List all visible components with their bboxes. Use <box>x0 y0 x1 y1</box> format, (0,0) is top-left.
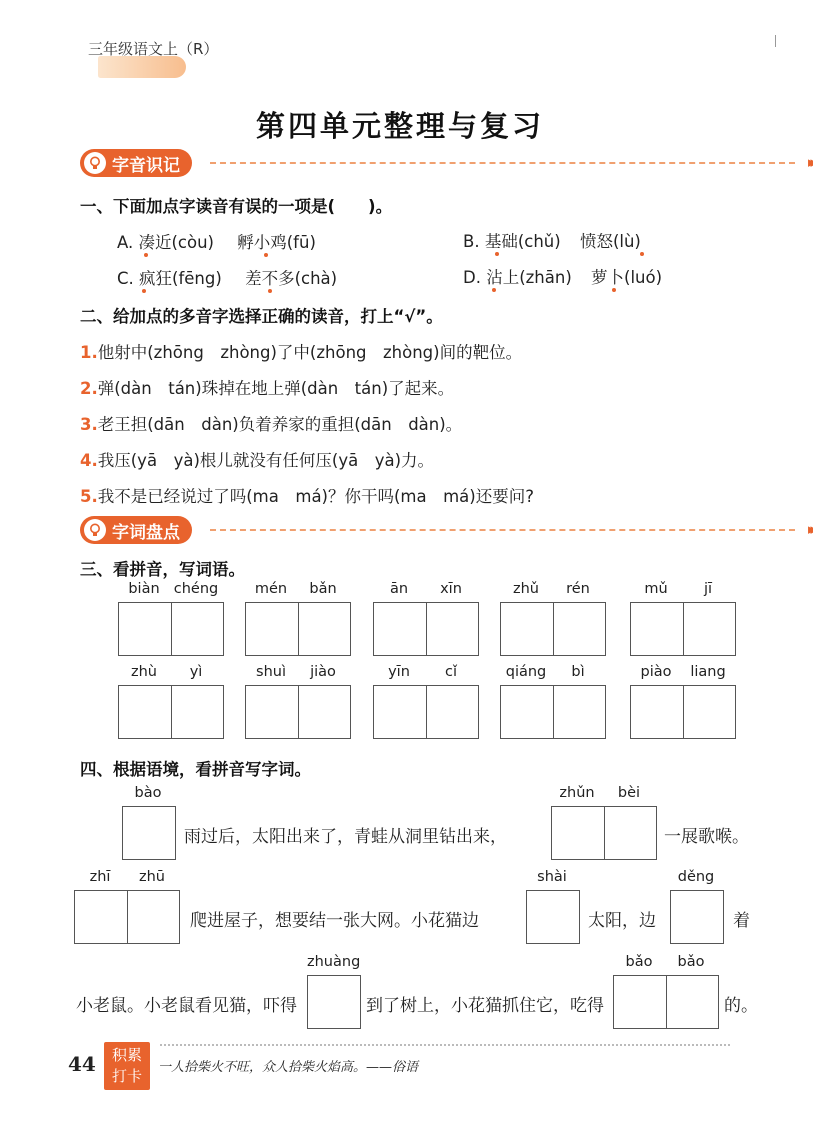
context-text: 到了树上，小花猫抓住它，吃得 <box>366 996 604 1016</box>
emphasis-dot <box>264 253 268 257</box>
context-text: 爬进屋子，想要结一张大网。小花猫边 <box>190 911 479 931</box>
option-item: 基础(chǔ) <box>484 232 561 251</box>
option-item: 沾上(zhān) <box>486 268 572 287</box>
option-letter: C. <box>117 269 134 288</box>
pinyin-label: ān <box>389 581 409 597</box>
option-letter: A. <box>117 233 134 252</box>
emphasis-dot <box>640 252 644 256</box>
item-number: 4. <box>80 451 98 470</box>
book-label: 三年级语文上（R） <box>88 40 219 58</box>
tag-line: 打卡 <box>111 1067 142 1085</box>
pinyin-label: bǎo <box>677 954 705 970</box>
option-letter: D. <box>463 268 481 287</box>
section-badge <box>80 516 192 544</box>
pinyin-label: bǎo <box>625 954 653 970</box>
context-text: 一展歌喉。 <box>664 827 749 847</box>
item-text: 他射中(zhōng zhòng)了中(zhōng zhòng)间的靶位。 <box>97 343 523 362</box>
answer-box[interactable] <box>245 685 351 739</box>
answer-box[interactable] <box>118 685 224 739</box>
option-letter: B. <box>463 232 480 251</box>
option-c[interactable] <box>117 265 337 289</box>
answer-box[interactable] <box>500 685 606 739</box>
footer-tag <box>104 1042 150 1090</box>
answer-box[interactable] <box>74 890 180 944</box>
emphasis-dot <box>142 289 146 293</box>
answer-box[interactable] <box>630 685 736 739</box>
section-header-pronunciation <box>80 148 813 178</box>
pinyin-label: jiào <box>310 664 336 680</box>
question-1-stem: 一、下面加点字读音有误的一项是( )。 <box>80 197 393 216</box>
pinyin-label: bǎn <box>309 581 337 597</box>
question-3-stem: 三、看拼音，写词语。 <box>80 560 245 579</box>
emphasis-dot <box>612 288 616 292</box>
answer-box[interactable] <box>670 890 724 944</box>
item-number: 3. <box>80 415 98 434</box>
section-header-vocabulary <box>80 515 813 545</box>
item-text: 弹(dàn tán)珠掉在地上弹(dàn tán)了起来。 <box>97 379 455 398</box>
option-item: 疯狂(fēng) <box>139 269 222 288</box>
emphasis-dot <box>492 288 496 292</box>
header-decoration <box>98 56 186 78</box>
pinyin-label: zhū <box>139 869 165 885</box>
answer-box[interactable] <box>307 975 361 1029</box>
emphasis-dot <box>495 252 499 256</box>
answer-box[interactable] <box>245 602 351 656</box>
emphasis-dot <box>144 253 148 257</box>
pinyin-label: jī <box>703 581 713 597</box>
pinyin-label: mén <box>254 581 288 597</box>
option-d[interactable] <box>463 264 662 288</box>
pinyin-label: zhù <box>131 664 157 680</box>
answer-box[interactable] <box>551 806 657 860</box>
answer-box[interactable] <box>122 806 176 860</box>
q2-item-1 <box>80 339 522 363</box>
answer-box[interactable] <box>118 602 224 656</box>
answer-box[interactable] <box>630 602 736 656</box>
context-text: 小老鼠。小老鼠看见猫，吓得 <box>76 996 297 1016</box>
pinyin-label: děng <box>677 869 715 885</box>
page-number: 44 <box>68 1052 96 1076</box>
option-item: 孵小鸡(fū) <box>237 233 316 252</box>
q2-item-3 <box>80 411 462 435</box>
page-edge-mark <box>775 35 776 47</box>
section-label: 字词盘点 <box>112 522 180 543</box>
answer-box[interactable] <box>613 975 719 1029</box>
context-text: 太阳，边 <box>588 911 656 931</box>
q2-item-2 <box>80 375 454 399</box>
option-b[interactable] <box>463 228 641 252</box>
pinyin-label: bì <box>571 664 585 680</box>
pinyin-label: zhǔn <box>559 785 595 801</box>
item-text: 我压(yā yà)根儿就没有任何压(yā yà)力。 <box>97 451 435 470</box>
divider <box>210 162 795 164</box>
pinyin-label: bèi <box>617 785 641 801</box>
lightbulb-icon <box>84 152 106 174</box>
pinyin-label: cǐ <box>444 664 457 680</box>
option-a[interactable] <box>117 229 316 253</box>
option-item: 凑近(còu) <box>138 233 214 252</box>
pinyin-label: zhī <box>89 869 111 885</box>
pinyin-label: qiáng <box>505 664 547 680</box>
item-number: 5. <box>80 487 98 506</box>
pinyin-label: xīn <box>440 581 462 597</box>
context-text: 着 <box>733 911 750 931</box>
pinyin-label: yì <box>189 664 203 680</box>
pinyin-label: shuì <box>256 664 286 680</box>
pinyin-label: rén <box>566 581 590 597</box>
option-item: 萝卜(luó) <box>591 268 663 287</box>
q2-item-4 <box>80 447 434 471</box>
question-2-stem: 二、给加点的多音字选择正确的读音，打上“√”。 <box>80 307 443 326</box>
tag-line: 积累 <box>111 1046 142 1064</box>
pinyin-label: biàn <box>128 581 160 597</box>
section-badge <box>80 149 192 177</box>
page-title: 第四单元整理与复习 <box>255 109 544 143</box>
answer-box[interactable] <box>500 602 606 656</box>
pinyin-label: yīn <box>388 664 410 680</box>
lightbulb-icon <box>84 519 106 541</box>
emphasis-dot <box>268 289 272 293</box>
item-number: 2. <box>80 379 98 398</box>
pinyin-label: mǔ <box>644 581 668 597</box>
context-text: 雨过后，太阳出来了，青蛙从洞里钻出来， <box>184 827 507 847</box>
context-text: 的。 <box>724 996 758 1016</box>
option-item: 愤怒(lù) <box>579 232 641 251</box>
pinyin-label: zhuàng <box>307 954 361 970</box>
item-text: 我不是已经说过了吗(ma má)？你干吗(ma má)还要问? <box>97 487 534 506</box>
item-text: 老王担(dān dàn)负着养家的重担(dān dàn)。 <box>97 415 463 434</box>
double-arrow-icon: ▸▸ <box>808 520 813 538</box>
answer-box[interactable] <box>526 890 580 944</box>
footer-divider <box>160 1044 730 1046</box>
pinyin-label: zhǔ <box>513 581 539 597</box>
double-arrow-icon: ▸▸ <box>808 153 813 171</box>
footer-quote: 一人拾柴火不旺，众人拾柴火焰高。——俗语 <box>158 1060 419 1075</box>
pinyin-label: piào <box>640 664 672 680</box>
item-number: 1. <box>80 343 98 362</box>
answer-box[interactable] <box>373 685 479 739</box>
section-label: 字音识记 <box>112 155 180 176</box>
pinyin-label: shài <box>537 869 567 885</box>
pinyin-label: chéng <box>173 581 219 597</box>
q2-item-5 <box>80 483 534 507</box>
option-item: 差不多(chà) <box>245 269 338 288</box>
answer-box[interactable] <box>373 602 479 656</box>
pinyin-label: liang <box>690 664 726 680</box>
question-4-stem: 四、根据语境，看拼音写字词。 <box>80 760 311 779</box>
divider <box>210 529 795 531</box>
pinyin-label: bào <box>134 785 162 801</box>
